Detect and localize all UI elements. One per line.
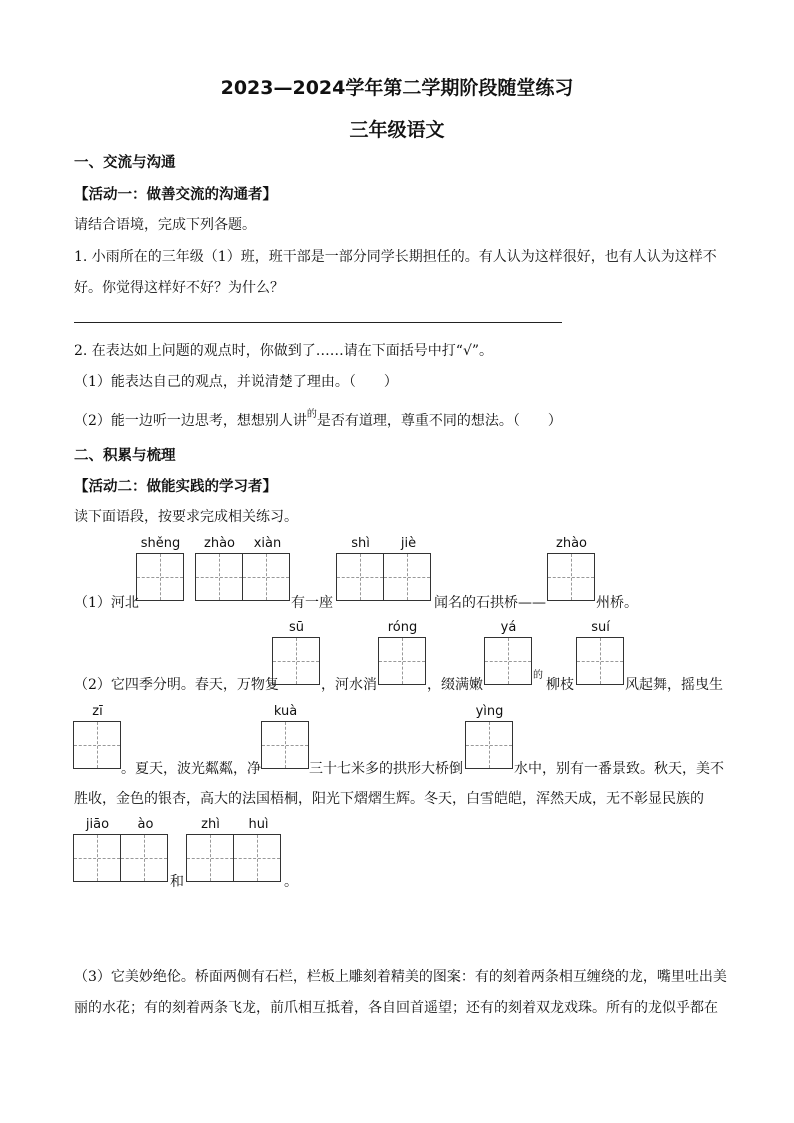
char-box[interactable] bbox=[242, 553, 290, 601]
pinyin: zī bbox=[92, 704, 103, 719]
p1-text: 闻名的石拱桥—— bbox=[434, 595, 546, 611]
q1-answer-line[interactable] bbox=[74, 322, 562, 323]
p6-line1: （3）它美妙绝伦。桥面两侧有石栏，栏板上雕刻着精美的图案：有的刻着两条相互缠绕的龙，嘴里吐出美 bbox=[74, 969, 727, 985]
char-box[interactable] bbox=[378, 637, 426, 685]
q2-option-b: （2）能一边听一边思考，想想别人讲$^的$是否有道理，尊重不同的想法。（ ） bbox=[74, 409, 562, 429]
char-box[interactable] bbox=[195, 553, 243, 601]
p4-text: 胜收，金色的银杏，高大的法国梧桐，阳光下熠熠生辉。冬天，白雪皑皑，浑然天成，无不彰显民族的 bbox=[74, 791, 704, 807]
char-box-group bbox=[73, 834, 168, 882]
section1-heading: 一、交流与沟通 bbox=[74, 155, 176, 171]
char-box[interactable] bbox=[336, 553, 384, 601]
char-box[interactable] bbox=[383, 553, 431, 601]
pinyin: jiè bbox=[400, 536, 417, 551]
pinyin: huì bbox=[248, 817, 269, 832]
p6-line2: 丽的水花；有的刻着两条飞龙，前爪相互抵着，各自回首遥望；还有的刻着双龙戏珠。所有的龙似乎都在 bbox=[74, 1000, 718, 1016]
pinyin: suí bbox=[591, 620, 610, 635]
p2-text: 的 bbox=[533, 670, 543, 681]
char-box-group bbox=[576, 637, 624, 685]
p3-text: 水中，别有一番景致。秋天，美不 bbox=[514, 761, 724, 777]
char-box-group bbox=[547, 553, 595, 601]
p3-text: 三十七米多的拱形大桥倒 bbox=[309, 761, 463, 777]
pinyin: yá bbox=[500, 620, 517, 635]
pinyin: sū bbox=[288, 620, 304, 635]
p1-text: （1）河北 bbox=[74, 595, 139, 611]
pinyin: shěng bbox=[140, 536, 181, 551]
pinyin: yìng bbox=[475, 704, 504, 719]
pinyin: zhào bbox=[556, 536, 587, 551]
char-box-group bbox=[195, 553, 290, 601]
activity1-heading: 【活动一：做善交流的沟通者】 bbox=[74, 187, 277, 203]
char-box-group bbox=[465, 721, 513, 769]
q1-line2: 好。你觉得这样好不好？为什么？ bbox=[74, 280, 284, 296]
char-box[interactable] bbox=[547, 553, 595, 601]
char-box-group bbox=[484, 637, 532, 685]
section2-heading: 二、积累与梳理 bbox=[74, 448, 176, 464]
char-box-group bbox=[261, 721, 309, 769]
pinyin: zhì bbox=[201, 817, 220, 832]
char-box[interactable] bbox=[233, 834, 281, 882]
p5-text: 。 bbox=[284, 874, 298, 890]
section2-instruction: 读下面语段，按要求完成相关练习。 bbox=[74, 509, 298, 525]
pinyin: shì bbox=[351, 536, 370, 551]
pinyin: jiāo bbox=[85, 817, 110, 832]
q1-line1: 1. 小雨所在的三年级（1）班，班干部是一部分同学长期担任的。有人认为这样很好，也有人认为这样不 bbox=[74, 249, 717, 265]
p2-text: 柳枝 bbox=[546, 677, 574, 693]
p1-text: 州桥。 bbox=[596, 595, 638, 611]
char-box-group bbox=[73, 721, 121, 769]
p3-text: 。夏天，波光粼粼，净 bbox=[121, 761, 261, 777]
page-title: 2023—2024学年第二学期阶段随堂练习 bbox=[220, 77, 574, 99]
char-box[interactable] bbox=[120, 834, 168, 882]
char-box[interactable] bbox=[186, 834, 234, 882]
p2-text: 风起舞，摇曳生 bbox=[625, 677, 723, 693]
pinyin: xiàn bbox=[253, 536, 282, 551]
pinyin: zhào bbox=[204, 536, 235, 551]
char-box[interactable] bbox=[136, 553, 184, 601]
char-box-group bbox=[336, 553, 431, 601]
char-box[interactable] bbox=[73, 721, 121, 769]
char-box-group bbox=[272, 637, 320, 685]
p2-text: ，河水消 bbox=[321, 677, 377, 693]
activity2-heading: 【活动二：做能实践的学习者】 bbox=[74, 479, 277, 495]
q2-option-a: （1）能表达自己的观点，并说清楚了理由。（ ） bbox=[74, 374, 398, 390]
q2-text: 2. 在表达如上问题的观点时，你做到了……请在下面括号中打“√”。 bbox=[74, 343, 494, 359]
p2-text: （2）它四季分明。春天，万物复 bbox=[74, 677, 279, 693]
char-box[interactable] bbox=[465, 721, 513, 769]
pinyin: kuà bbox=[273, 704, 298, 719]
pinyin: róng bbox=[387, 620, 418, 635]
char-box-group bbox=[136, 553, 184, 601]
char-box[interactable] bbox=[484, 637, 532, 685]
section1-instruction: 请结合语境，完成下列各题。 bbox=[74, 217, 256, 233]
page-subtitle: 三年级语文 bbox=[349, 119, 445, 141]
p5-text: 和 bbox=[170, 874, 184, 890]
char-box[interactable] bbox=[261, 721, 309, 769]
char-box-group bbox=[186, 834, 281, 882]
p2-text: ，缀满嫩 bbox=[427, 677, 483, 693]
pinyin: ào bbox=[137, 817, 154, 832]
char-box[interactable] bbox=[272, 637, 320, 685]
char-box[interactable] bbox=[73, 834, 121, 882]
char-box[interactable] bbox=[576, 637, 624, 685]
p1-text: 有一座 bbox=[291, 595, 333, 611]
char-box-group bbox=[378, 637, 426, 685]
